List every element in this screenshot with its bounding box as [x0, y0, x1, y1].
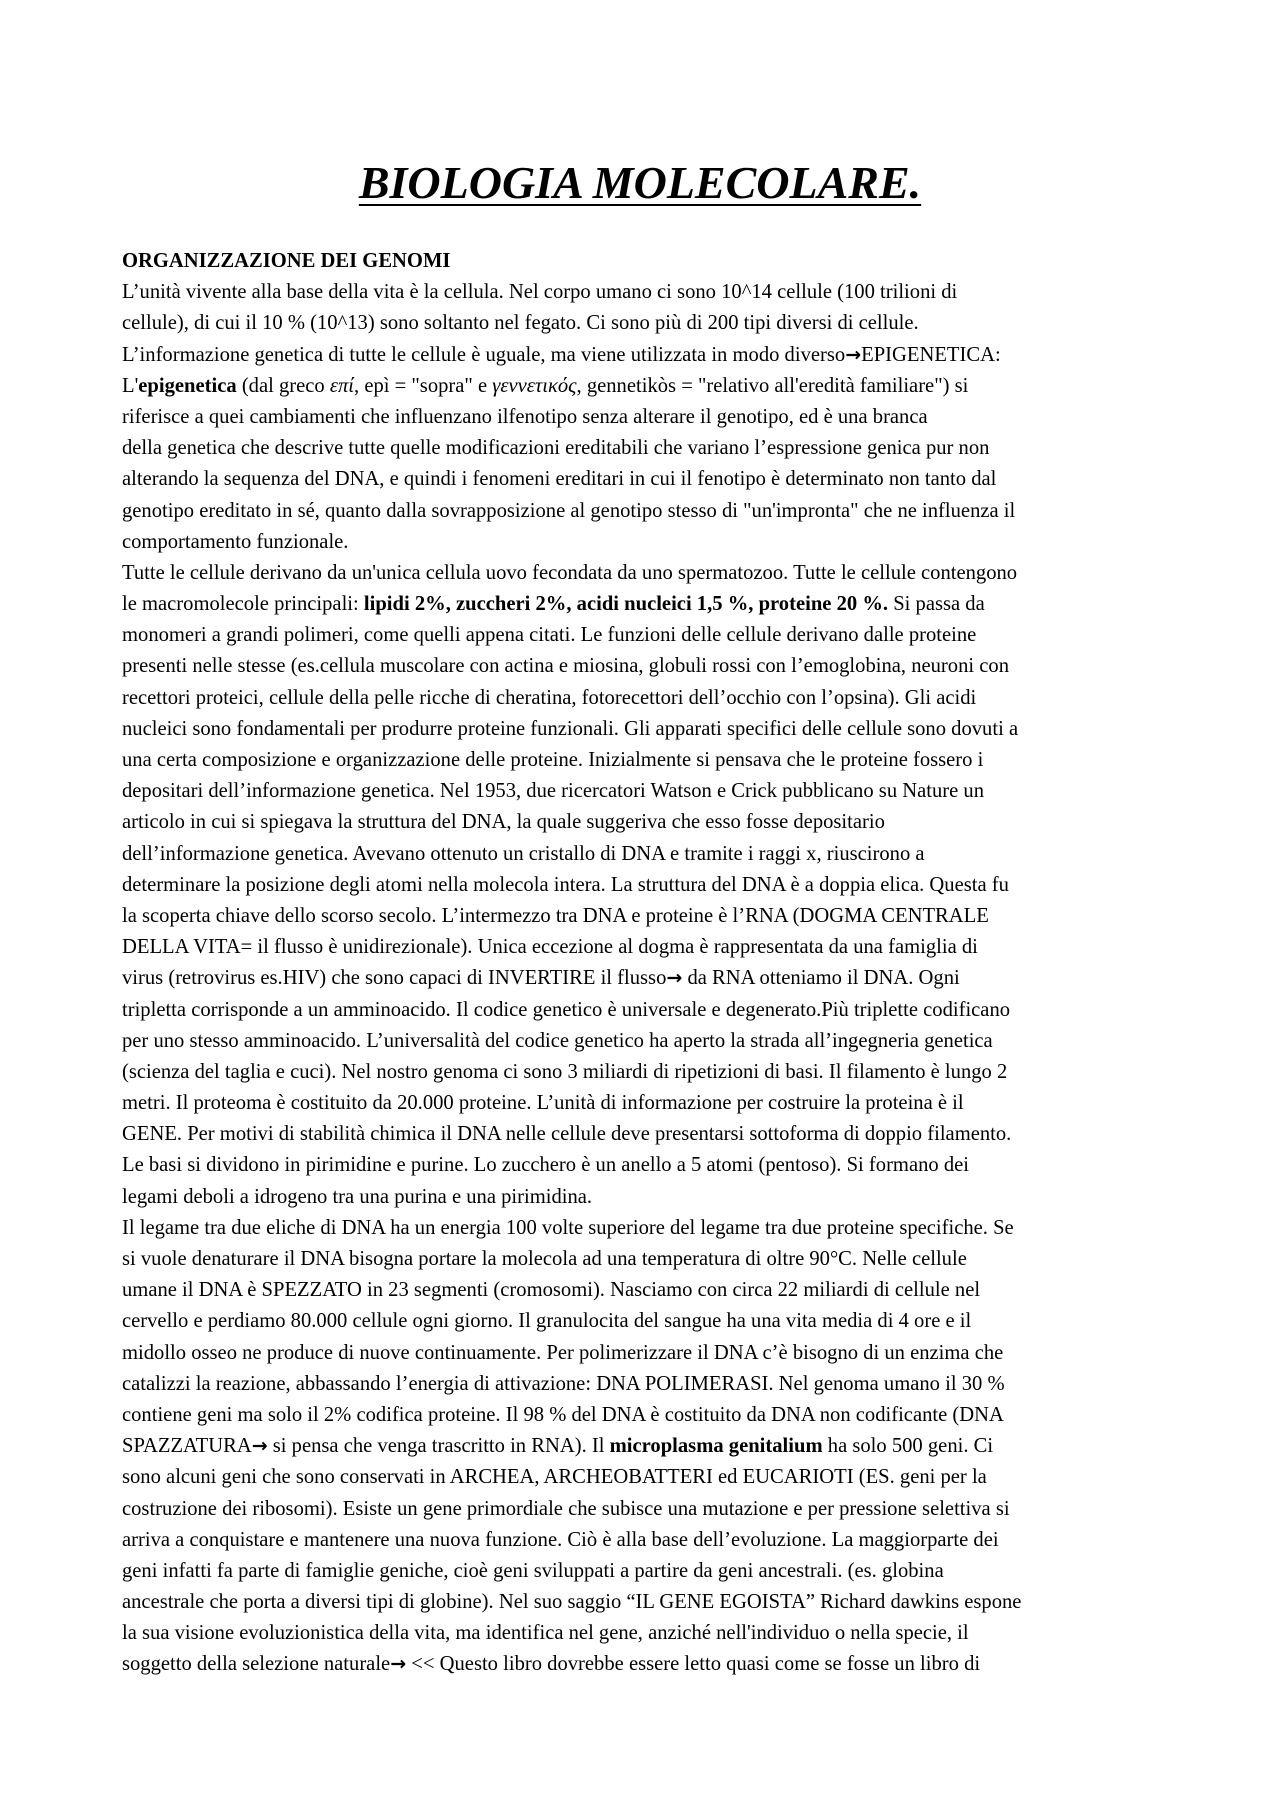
bold-term: epigenetica	[138, 374, 237, 397]
text-line: metri. Il proteoma è costituito da 20.000 proteine. L’unità di informazione per costruire la proteina è il	[122, 1092, 964, 1115]
text-line: catalizzi la reazione, abbassando l’energia di attivazione: DNA POLIMERASI. Nel genoma umano il 30 %	[122, 1372, 1005, 1395]
greek-term: γεννετικός	[492, 374, 577, 397]
text-line: legami deboli a idrogeno tra una purina e una pirimidina.	[122, 1185, 593, 1208]
text-line: ancestrale che porta a diversi tipi di globine). Nel suo saggio “IL GENE EGOISTA” Richard dawkins espone	[122, 1591, 1022, 1614]
text-line: geni infatti fa parte di famiglie geniche, cioè geni sviluppati a partire da geni ancestrali. (es. globina	[122, 1559, 944, 1582]
text-line: contiene geni ma solo il 2% codifica proteine. Il 98 % del DNA è costituito da DNA non codificante (DNA	[122, 1403, 1004, 1426]
text-line: nucleici sono fondamentali per produrre proteine funzionali. Gli apparati specifici delle cellule sono dovuti a	[122, 717, 1019, 740]
text-line: recettori proteici, cellule della pelle ricche di cheratina, fotorecettori dell’occhio con l’opsina). Gli acidi	[122, 686, 977, 709]
text-line: DELLA VITA= il flusso è unidirezionale). Unica eccezione al dogma è rappresentata da una famiglia di	[122, 936, 978, 959]
text-line: tripletta corrisponde a un amminoacido. Il codice genetico è universale e degenerato.Più triplette codificano	[122, 998, 1011, 1021]
bold-term: lipidi 2%, zuccheri 2%, acidi nucleici 1,5 %, proteine 20 %.	[363, 593, 889, 616]
text-line: midollo osseo ne produce di nuove continuamente. Per polimerizzare il DNA c’è bisogno di un enzima che	[122, 1341, 1004, 1364]
arrow-icon: →	[251, 1435, 268, 1458]
text-line: cellule), di cui il 10 % (10^13) sono soltanto nel fegato. Ci sono più di 200 tipi diversi di cellule.	[122, 312, 919, 335]
text-line: virus (retrovirus es.HIV) che sono capaci di INVERTIRE il flusso→ da RNA otteniamo il DNA. Ogni	[122, 967, 960, 990]
text-line: dell’informazione genetica. Avevano ottenuto un cristallo di DNA e tramite i raggi x, riuscirono a	[122, 842, 925, 865]
text-line: genotipo ereditato in sé, quanto dalla sovrapposizione al genotipo stesso di "un'impronta" che ne influenza il	[122, 499, 1016, 522]
text-line: per uno stesso amminoacido. L’universalità del codice genetico ha aperto la strada all’ingegneria genetica	[122, 1029, 993, 1052]
text-line: si vuole denaturare il DNA bisogna portare la molecola ad una temperatura di oltre 90°C. Nelle cellule	[122, 1248, 967, 1270]
text-line: depositari dell’informazione genetica. Nel 1953, due ricercatori Watson e Crick pubblicano su Nature un	[122, 780, 985, 803]
text-line: determinare la posizione degli atomi nella molecola intera. La struttura del DNA è a doppia elica. Questa fu	[122, 873, 1009, 896]
text-line: riferisce a quei cambiamenti che influenzano ilfenotipo senza alterare il genotipo, ed è una branca	[122, 405, 928, 428]
document-title: BIOLOGIA MOLECOLARE.	[358, 157, 922, 208]
text-line: una certa composizione e organizzazione delle proteine. Inizialmente si pensava che le proteine fossero i	[122, 749, 984, 771]
greek-term: επί	[329, 374, 355, 397]
text-line: L’informazione genetica di tutte le cellule è uguale, ma viene utilizzata in modo diverso→EPIGENETICA:	[122, 343, 1001, 366]
text-line: Il legame tra due eliche di DNA ha un energia 100 volte superiore del legame tra due proteine specifiche. Se	[122, 1216, 1014, 1239]
text-line: costruzione dei ribosomi). Esiste un gene primordiale che subisce una mutazione e per pressione selettiva si	[122, 1497, 1010, 1520]
text-line: SPAZZATURA→ si pensa che venga trascritto in RNA). Il microplasma genitalium ha solo 500 geni. Ci	[122, 1435, 994, 1458]
text-line: Le basi si dividono in pirimidine e purine. Lo zucchero è un anello a 5 atomi (pentoso). Si formano dei	[122, 1154, 969, 1177]
text-line: comportamento funzionale.	[122, 530, 349, 553]
text-line: monomeri a grandi polimeri, come quelli appena citati. Le funzioni delle cellule derivano dalle proteine	[122, 624, 977, 647]
text-line: la sua visione evoluzionistica della vita, ma identifica nel gene, anziché nell'individuo o nella specie, il	[122, 1622, 969, 1645]
text-line: la scoperta chiave dello scorso secolo. L’intermezzo tra DNA e proteine è l’RNA (DOGMA CENTRALE	[122, 904, 989, 927]
bold-term: microplasma genitalium	[609, 1435, 823, 1458]
section-heading: ORGANIZZAZIONE DEI GENOMI	[122, 250, 451, 272]
text-line: presenti nelle stesse (es.cellula muscolare con actina e miosina, globuli rossi con l’emoglobina, neuroni con	[122, 655, 1009, 678]
text-line: alterando la sequenza del DNA, e quindi i fenomeni ereditari in cui il fenotipo è determinato non tanto dal	[122, 468, 997, 491]
arrow-icon: →	[666, 967, 683, 990]
text-line: cervello e perdiamo 80.000 cellule ogni giorno. Il granulocita del sangue ha una vita media di 4 ore e il	[122, 1310, 972, 1333]
text-line: articolo in cui si spiegava la struttura del DNA, la quale suggeriva che esso fosse depositario	[122, 811, 885, 834]
text-line: L'epigenetica (dal greco επί, epì = "sopra" e γεννετικός, gennetikòs = "relativo all'eredità familiare") si	[122, 374, 969, 397]
text-line: arriva a conquistare e mantenere una nuova funzione. Ciò è alla base dell’evoluzione. La maggiorparte dei	[122, 1528, 999, 1551]
text-line: della genetica che descrive tutte quelle modificazioni ereditabili che variano l’espressione genica pur non	[122, 437, 990, 460]
text-line: GENE. Per motivi di stabilità chimica il DNA nelle cellule deve presentarsi sottoforma di doppio filamento.	[122, 1123, 1012, 1146]
arrow-icon: →	[845, 343, 862, 366]
arrow-icon: →	[390, 1653, 407, 1676]
text-line: Tutte le cellule derivano da un'unica cellula uovo fecondata da uno spermatozoo. Tutte le cellule contengono	[122, 561, 1018, 584]
text-line: le macromolecole principali: lipidi 2%, zuccheri 2%, acidi nucleici 1,5 %, proteine 20 %. Si passa da	[122, 593, 985, 616]
text-line: umane il DNA è SPEZZATO in 23 segmenti (cromosomi). Nasciamo con circa 22 miliardi di cellule nel	[122, 1279, 981, 1302]
text-line: soggetto della selezione naturale→ << Questo libro dovrebbe essere letto quasi come se fosse un libro di	[122, 1653, 981, 1676]
text-line: (scienza del taglia e cuci). Nel nostro genoma ci sono 3 miliardi di ripetizioni di basi. Il filamento è lungo 2	[122, 1060, 1008, 1083]
text-line: sono alcuni geni che sono conservati in ARCHEA, ARCHEOBATTERI ed EUCARIOTI (ES. geni per la	[122, 1466, 987, 1489]
text-line: L’unità vivente alla base della vita è la cellula. Nel corpo umano ci sono 10^14 cellule (100 trilioni di	[122, 281, 958, 304]
document-body	[122, 246, 1182, 1681]
